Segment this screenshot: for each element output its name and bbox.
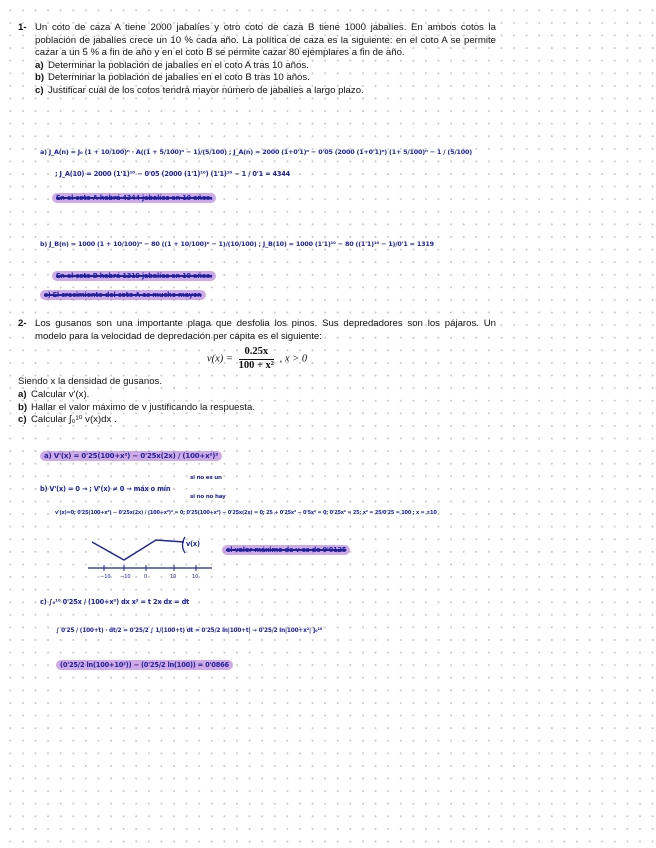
hw-p2-a-highlight: a) V'(x) = 0'25(100+x²) − 0'25x(2x) / (100+x²)² <box>40 451 222 461</box>
problem-1-number: 1- <box>18 22 27 33</box>
sketch-curve <box>92 540 184 560</box>
problem-1-statement: Un coto de caza A tiene 2000 jabalíes y otro coto de caza B tiene 1000 jabalíes. En ambos cotos la población de jabalíes crece un 10 % cada año. La política de caza es la siguiente: en el coto A se permite cazar a un 5 % a fin de año y en el coto B se permite cazar 80 ejemplares a fin de año. <box>35 22 496 59</box>
sketch-tick-label: −10 <box>100 574 111 580</box>
hw-p1-b-line1: b) J_B(n) = 1000 (1 + 10/100)ⁿ − 80 ((1 + 10/100)ⁿ − 1)/(10/100) ; J_B(10) = 1000 (1'1)¹⁰ − 80 ((1'1)¹⁰ − 1)/0'1 = 1319 <box>40 240 434 248</box>
formula-fraction: $\frac{0.25x}{\text{100 + x²}}$ <box>238 346 274 371</box>
problem-1-item-c: c) Justificar cuál de los cotos tendrá mayor número de jabalíes a largo plazo. <box>35 84 364 96</box>
hw-p1-a-line2: ; J_A(10) = 2000 (1'1)¹⁰ − 0'05 (2000 (1'1)¹⁰) (1'1)¹⁰ − 1 / 0'1 = 4344 <box>55 170 291 178</box>
hw-p2-b-answer: el valor máximo de v es de 0'0125 <box>222 545 350 555</box>
sketch-tick-label: 0 <box>144 574 148 580</box>
problem-1-item-b: b) Determinar la población de jabalíes en el coto B tras 10 años. <box>35 72 310 84</box>
hw-p2-a <box>40 452 222 460</box>
problem-1 <box>18 22 496 98</box>
problem-2 <box>18 318 496 427</box>
problem-1-item-a: a) Determinar la población de jabalíes en el coto A tras 10 años. <box>35 59 309 71</box>
hw-p2-c-line2: ∫ 0'25 / (100+t) · dt/2 = 0'25/2 ∫ 1/(100+t) dt = 0'25/2 ln|100+t| → 0'25/2 ln|100+x²| ]₀¹⁰ <box>56 628 323 634</box>
hw-p2-b-note: si no es un <box>190 475 222 481</box>
hw-p1-c-answer: c) El crecimiento del coto A es mucho mayor. <box>40 290 206 300</box>
problem-2-number: 2- <box>18 318 27 329</box>
problem-2-formula: v(x) = $\frac{0.25x}{\text{100 + x²}}$ , x > 0 <box>206 346 308 371</box>
hw-p2-c-line1: c) ∫₀¹⁰ 0'25x / (100+x²) dx x² = t 2x dx = dt <box>40 598 190 606</box>
problem-1-items <box>18 60 496 98</box>
problem-2-item-c: c) Calcular ∫₀¹⁰ v(x)dx . <box>18 414 117 426</box>
problem-2-item-a: a) Calcular v'(x). <box>18 388 90 400</box>
sketch-tick-label: 10 <box>192 574 199 580</box>
problem-2-density: Siendo x la densidad de gusanos. <box>18 376 163 388</box>
problem-2-statement: Los gusanos son una importante plaga que desfolia los pinos. Sus depredadores son los pájaros. Un modelo para la velocidad de depredación per cápita es el siguiente: <box>35 318 496 342</box>
hw-p2-c-line3: (0'25/2 ln(100+10²)) − (0'25/2 ln(100)) = 0'0866 <box>56 660 233 670</box>
hw-p2-b-sketch <box>84 530 234 580</box>
hw-p2-b-graph-label: v(x) <box>186 540 200 548</box>
hw-p1-a-line1: a) J_A(n) = J₀ (1 + 10/100)ⁿ · A((1 + 5/100)ⁿ − 1)/(5/100) ; J_A(n) = 2000 (1+0'1)ⁿ − 0'05 (2000 (1+0'1)ⁿ) (1+ 5/100)ⁿ − 1 / (5/100) <box>40 148 472 156</box>
hw-p1-b-answer: En el coto B habrá 1319 jabalíes en 10 años. <box>52 271 216 281</box>
sketch-tick-label: 10 <box>170 574 177 580</box>
problem-2-item-b: b) Hallar el valor máximo de v justificando la respuesta. <box>18 401 255 413</box>
hw-p2-b-line2: v'(x)=0; 0'25(100+x²) − 0'25x(2x) / (100+x²)² = 0; 0'25(100+x²) − 0'25x(2x) = 0; 25 + 0'25x² − 0'5x² = 0; 0'25x² = 25; x² = 25/0'25 = 100 ; x = ±10 <box>55 510 437 516</box>
sketch-tick-label: −10 <box>120 574 131 580</box>
hw-p2-b-note2: si no no hay <box>190 494 226 500</box>
hw-p2-b-line1: b) V'(x) = 0 → ; V'(x) ≠ 0 → máx o mín <box>40 485 171 493</box>
hw-p1-a-answer: En el coto A habrá 4344 jabalíes en 10 años. <box>52 193 216 203</box>
problem-2-items <box>18 389 496 427</box>
